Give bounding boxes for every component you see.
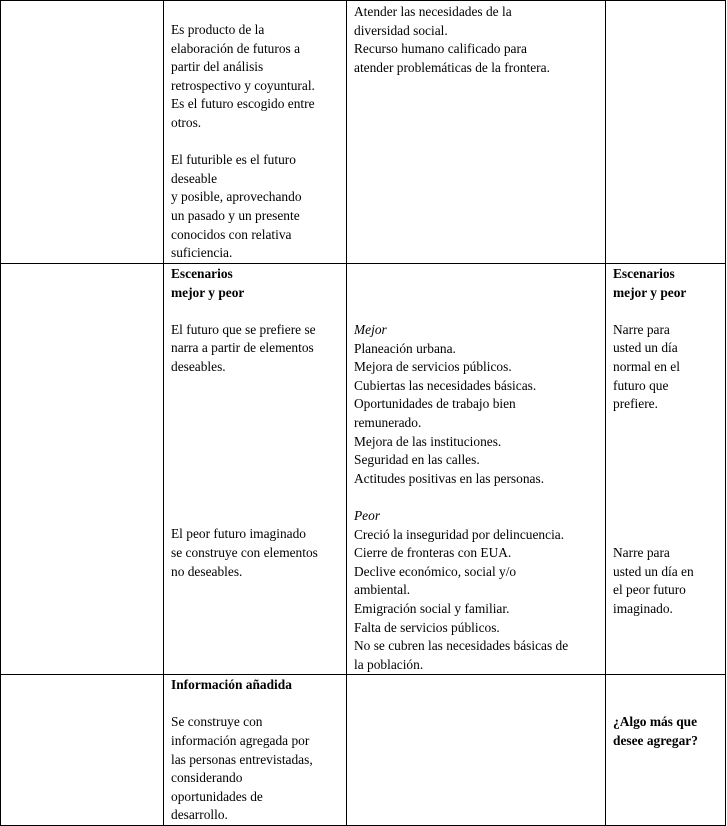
row1-col2-cell bbox=[164, 1, 347, 264]
text-line: desarrollo. bbox=[171, 807, 228, 823]
text-line: deseable bbox=[171, 170, 218, 186]
text-line: suficiencia. bbox=[171, 245, 233, 261]
text-line: usted un día en bbox=[613, 563, 694, 579]
text-line: Es producto de la bbox=[171, 22, 265, 37]
text-line: elaboración de futuros a bbox=[171, 40, 301, 56]
text-line: Recurso humano calificado para bbox=[354, 41, 527, 57]
text-line: retrospectivo y coyuntural. bbox=[171, 77, 315, 93]
text-line: usted un día bbox=[613, 340, 678, 356]
list-item: Cubiertas las necesidades básicas. bbox=[354, 377, 537, 393]
list-item: Seguridad en las calles. bbox=[354, 452, 480, 468]
row2-col3-cell bbox=[347, 264, 606, 675]
table-row bbox=[1, 1, 726, 264]
section-heading: Escenarios bbox=[171, 266, 233, 281]
text-line: las personas entrevistadas, bbox=[171, 751, 313, 767]
text-line: conocidos con relativa bbox=[171, 226, 292, 242]
list-item: Creció la inseguridad por delincuencia. bbox=[354, 526, 565, 542]
peor-label: Peor bbox=[354, 507, 381, 523]
list-item: Emigración social y familiar. bbox=[354, 600, 510, 616]
list-item: remunerado. bbox=[354, 414, 422, 430]
text-line: El futuro que se prefiere se bbox=[171, 321, 316, 337]
row3-col3-cell bbox=[347, 675, 606, 826]
text-line: un pasado y un presente bbox=[171, 207, 300, 223]
row3-col4-cell bbox=[606, 675, 726, 826]
text-line: oportunidades de bbox=[171, 788, 263, 804]
row1-col4-cell bbox=[606, 1, 726, 264]
text-line: Narre para bbox=[613, 544, 670, 560]
text-line: futuro que bbox=[613, 377, 669, 393]
list-item: ambiental. bbox=[354, 582, 411, 598]
text-line: Es el futuro escogido entre bbox=[171, 96, 315, 112]
list-item: Falta de servicios públicos. bbox=[354, 619, 500, 635]
list-item: Mejora de servicios públicos. bbox=[354, 359, 512, 375]
text-line: Atender las necesidades de la bbox=[354, 4, 512, 19]
row1-col1-cell bbox=[1, 1, 164, 264]
closing-question: desee agregar? bbox=[613, 732, 698, 748]
text-line: información agregada por bbox=[171, 733, 310, 749]
text-line: Narre para bbox=[613, 321, 670, 337]
list-item: Declive económico, social y/o bbox=[354, 563, 517, 579]
text-line: el peor futuro bbox=[613, 582, 686, 598]
text-line: imaginado. bbox=[613, 600, 673, 616]
row2-col4-cell bbox=[606, 264, 726, 675]
section-heading: mejor y peor bbox=[613, 284, 687, 300]
text-line: narra a partir de elementos bbox=[171, 340, 314, 356]
text-line: prefiere. bbox=[613, 396, 658, 412]
row3-col2-cell bbox=[164, 675, 347, 826]
text-line: diversidad social. bbox=[354, 22, 448, 38]
text-line: considerando bbox=[171, 770, 243, 786]
text-line: El peor futuro imaginado bbox=[171, 526, 306, 542]
row3-col1-cell bbox=[1, 675, 164, 826]
row2-col2-cell bbox=[164, 264, 347, 675]
text-line: se construye con elementos bbox=[171, 544, 318, 560]
text-line: partir del análisis bbox=[171, 59, 264, 75]
list-item: No se cubren las necesidades básicas de bbox=[354, 638, 569, 654]
list-item: Cierre de fronteras con EUA. bbox=[354, 545, 512, 561]
list-item: Actitudes positivas en las personas. bbox=[354, 470, 545, 486]
text-line: otros. bbox=[171, 114, 202, 130]
list-item: Mejora de las instituciones. bbox=[354, 433, 502, 449]
row1-col3-cell bbox=[347, 1, 606, 264]
mejor-label: Mejor bbox=[354, 322, 387, 337]
text-line: Se construye con bbox=[171, 714, 263, 730]
closing-question: ¿Algo más que bbox=[613, 714, 698, 730]
list-item: Oportunidades de trabajo bien bbox=[354, 396, 516, 412]
text-line: no deseables. bbox=[171, 563, 243, 579]
text-line: normal en el bbox=[613, 358, 680, 374]
text-line: El futurible es el futuro bbox=[171, 152, 296, 168]
text-line: y posible, aprovechando bbox=[171, 189, 302, 205]
text-line: deseables. bbox=[171, 358, 226, 374]
text-line: atender problemáticas de la frontera. bbox=[354, 59, 550, 75]
list-item: la población. bbox=[354, 656, 424, 672]
section-heading: Escenarios bbox=[613, 266, 675, 281]
row2-col1-cell bbox=[1, 264, 164, 675]
list-item: Planeación urbana. bbox=[354, 340, 456, 356]
section-heading: Información añadida bbox=[171, 677, 292, 693]
table-row bbox=[1, 675, 726, 826]
section-heading: mejor y peor bbox=[171, 284, 245, 300]
table-row bbox=[1, 264, 726, 675]
